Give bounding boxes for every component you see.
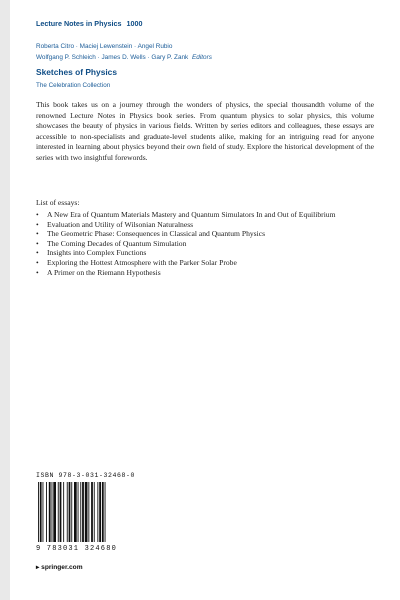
essay-title: A Primer on the Riemann Hypothesis bbox=[47, 267, 161, 277]
barcode-bar bbox=[85, 482, 88, 542]
barcode-bar bbox=[74, 482, 77, 542]
essay-item bbox=[36, 210, 366, 220]
isbn-label: ISBN 978-3-031-32468-0 bbox=[36, 472, 136, 479]
barcode-bar bbox=[97, 482, 98, 542]
bullet-icon: • bbox=[36, 248, 39, 258]
essay-item bbox=[36, 239, 366, 249]
series-number: 1000 bbox=[126, 19, 143, 28]
editors-role: Editors bbox=[192, 53, 212, 61]
essay-title: The Geometric Phase: Consequences in Classical and Quantum Physics bbox=[47, 229, 266, 239]
barcode-bar bbox=[67, 482, 68, 542]
book-description: This book takes us on a journey through the wonders of physics, the special thousandth volume of the renowned Lecture Notes in Physics book series. From quantum physics to solar physics, this volume showcases the beauty of physics in various fields. Written by series editors and colleagues, these essays are accessible to non-specialists and graduate-level students alike, making for an intriguing read for anyone interested in learning about physics beyond their own field of study. Explore the historical development of the series with two insightful forewords. bbox=[36, 100, 374, 162]
series-line bbox=[36, 19, 142, 28]
essay-item bbox=[36, 258, 366, 268]
barcode-bar bbox=[43, 482, 44, 542]
publisher-url-text: springer.com bbox=[41, 564, 83, 571]
barcode-bar bbox=[46, 482, 47, 542]
barcode-bar bbox=[105, 482, 106, 542]
editors-line-2 bbox=[36, 53, 212, 64]
barcode-bar bbox=[78, 482, 79, 542]
barcode-bar bbox=[99, 482, 101, 542]
bullet-icon: • bbox=[36, 210, 39, 219]
barcode-digits: 9 783031 324680 bbox=[36, 545, 118, 553]
essay-title: The Coming Decades of Quantum Simulation bbox=[47, 238, 187, 248]
barcode-bar bbox=[80, 482, 81, 542]
barcode-bar bbox=[60, 482, 62, 542]
bullet-icon: • bbox=[36, 238, 39, 248]
barcode-bar bbox=[40, 482, 42, 542]
spine-edge bbox=[0, 0, 10, 600]
barcode-bar bbox=[94, 482, 95, 542]
essay-title: Exploring the Hottest Atmosphere with the Parker Solar Probe bbox=[47, 257, 237, 267]
bullet-icon: • bbox=[36, 229, 39, 239]
series-name: Lecture Notes in Physics bbox=[36, 19, 122, 28]
barcode-bar bbox=[69, 482, 71, 542]
barcode-bar bbox=[88, 482, 89, 542]
essay-item bbox=[36, 248, 366, 258]
book-title: Sketches of Physics bbox=[36, 67, 117, 77]
bullet-icon: • bbox=[36, 267, 39, 277]
barcode-bar bbox=[38, 482, 39, 542]
barcode-icon bbox=[36, 482, 132, 544]
barcode-bar bbox=[53, 482, 56, 542]
essay-title: Insights into Complex Functions bbox=[47, 248, 147, 258]
book-subtitle: The Celebration Collection bbox=[36, 82, 111, 89]
bullet-icon: • bbox=[36, 219, 39, 229]
essays-heading: List of essays: bbox=[36, 198, 80, 207]
barcode-bar bbox=[102, 482, 104, 542]
barcode-bar bbox=[71, 482, 72, 542]
essay-item bbox=[36, 220, 366, 230]
publisher-url: ▸ springer.com bbox=[36, 564, 83, 571]
barcode-bar bbox=[49, 482, 51, 542]
essay-list bbox=[36, 210, 366, 277]
barcode-bar bbox=[52, 482, 53, 542]
editors-line-2-names: Wolfgang P. Schleich · James D. Wells · Gary P. Zank bbox=[36, 53, 189, 61]
essay-item bbox=[36, 268, 366, 278]
bullet-icon: • bbox=[36, 257, 39, 267]
barcode-bar bbox=[91, 482, 93, 542]
essay-title: Evaluation and Utility of Wilsonian Naturalness bbox=[47, 219, 194, 229]
essay-item bbox=[36, 229, 366, 239]
editors-line-1: Roberta Citro · Maciej Lewenstein · Angel Rubio bbox=[36, 43, 173, 50]
barcode-bar bbox=[82, 482, 84, 542]
barcode-area bbox=[36, 470, 136, 560]
barcode-bar bbox=[63, 482, 64, 542]
essay-title: A New Era of Quantum Materials Mastery and Quantum Simulators In and Out of Equilibrium bbox=[47, 210, 336, 219]
editors-block bbox=[36, 42, 212, 63]
barcode-bar bbox=[58, 482, 59, 542]
